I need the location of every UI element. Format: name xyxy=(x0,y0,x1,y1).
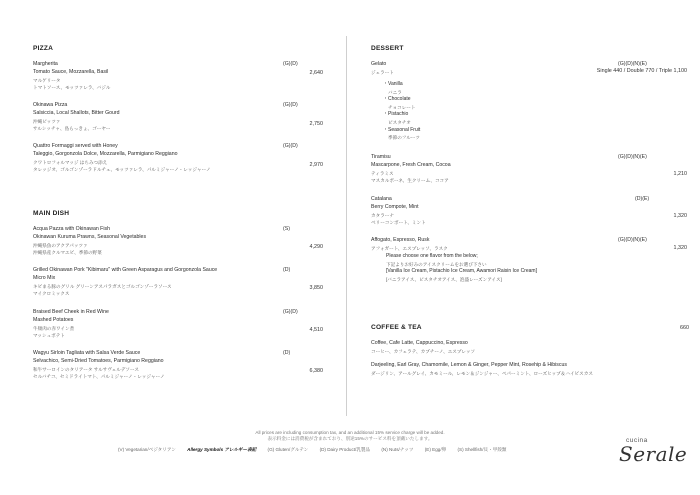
item-name: Darjeeling, Earl Gray, Chamomile, Lemon & Ginger, Pepper Mint, Rosehip & Hibiscus xyxy=(371,362,567,368)
allergy-tag: (G)(D)(N)(E) xyxy=(618,61,647,67)
item-jp-desc: マイクロミックス xyxy=(33,291,70,297)
allergy-tag: (G)(D) xyxy=(283,61,298,67)
item-jp-desc: ベリーコンポート、ミント xyxy=(371,220,426,226)
menu-item-gelato xyxy=(371,61,687,141)
item-name: Tiramisu xyxy=(371,154,391,160)
item-price: 6,380 xyxy=(309,368,323,374)
allergy-tag: (G)(D) xyxy=(283,102,298,108)
item-desc: Salsiccia, Local Shallots, Bitter Gourd xyxy=(33,109,120,116)
legend-egg: (E) Egg/卵 xyxy=(424,447,447,452)
note-line: Please choose one flavor from the below; xyxy=(386,253,478,259)
legend-gluten: (G) Gluten/グルテン xyxy=(267,447,309,452)
item-desc: Selvachico, Semi-Dried Tomatoes, Parmigiano Reggiano xyxy=(33,357,164,364)
item-name: Acqua Pazza with Okinawan Fish xyxy=(33,226,110,232)
item-jp-desc: マッシュポテト xyxy=(33,333,65,339)
item-price: 2,750 xyxy=(309,121,323,127)
tax-notice-jp: 表示料金には消費税が含まれており、別途15%のサービス料を頂戴いたします。 xyxy=(267,436,433,442)
flavor-chocolate-jp: チョコレート xyxy=(388,104,416,110)
item-name: Catalana xyxy=(371,196,392,202)
menu-item-okinawa-pizza xyxy=(33,102,333,133)
item-name: Affogato, Espresso, Rusk xyxy=(371,237,430,243)
allergy-legend xyxy=(118,447,517,453)
footer-notice xyxy=(0,430,700,443)
legend-dairy: (D) Dairy Product/乳製品 xyxy=(319,447,371,452)
flavor-seasonal: ・Seasonal Fruit xyxy=(383,126,421,133)
menu-item-affogato xyxy=(371,237,687,282)
allergy-tag: (G)(D) xyxy=(283,143,298,149)
item-price: 4,510 xyxy=(309,327,323,333)
item-desc: Taleggio, Gorgonzola Dolce, Mozzarella, Parmigiano Reggiano xyxy=(33,150,178,157)
item-jp-desc: マスカルポーネ、生クリーム、ココア xyxy=(371,178,449,184)
item-price: 1,210 xyxy=(673,171,687,177)
item-price: 1,320 xyxy=(673,245,687,251)
item-jp-name: 牛頬肉の赤ワイン煮 xyxy=(33,325,75,331)
allergy-tag: (D) xyxy=(283,350,291,356)
item-jp-desc: 沖縄県産クルマエビ、季節の野菜 xyxy=(33,250,102,256)
item-price: 2,640 xyxy=(309,70,323,76)
item-jp-name: ダージリン、アールグレイ、カモミール、レモン＆ジンジャー、ペパーミント、ローズヒップ＆ハイビスカス xyxy=(371,370,593,376)
menu-item-margherita xyxy=(33,61,333,92)
allergy-tag: (G)(D)(N)(E) xyxy=(618,154,647,160)
menu-item-acqua-pazza xyxy=(33,226,333,257)
item-name: Margherita xyxy=(33,61,58,67)
logo-serale: Serale xyxy=(619,442,688,466)
item-jp-desc: トマトソース、モッツァレラ、バジル xyxy=(33,85,111,91)
allergy-tag: (G)(D) xyxy=(283,309,298,315)
flavor-vanilla: ・Vanilla xyxy=(383,81,403,87)
item-desc: Mashed Potatoes xyxy=(33,316,74,323)
item-desc: Micro Mix xyxy=(33,274,56,281)
main-dish-section-title: MAIN DISH xyxy=(33,210,70,217)
flavor-pistachio-jp: ピスタチオ xyxy=(388,119,411,125)
tax-notice: All prices are including consumption tax, and an additional 15% service charge will be added. xyxy=(255,430,445,435)
item-jp-name: キビまる豚のグリル グリーンアスパラガスとゴルゴンゾーラソース xyxy=(33,283,172,289)
note-line: [Vanilla Ice Cream, Pistachio Ice Cream, Awamori Raisin Ice Cream] xyxy=(386,268,537,275)
menu-item-quattro-formaggi xyxy=(33,143,333,174)
item-price: 1,320 xyxy=(673,213,687,219)
item-price: Single 440 / Double 770 / Triple 1,100 xyxy=(596,68,687,74)
item-jp-name: マルゲリータ xyxy=(33,77,61,83)
flavor-pistachio: ・Pistachio xyxy=(383,111,409,118)
item-jp-desc: タレッジオ、ゴルゴンゾーラドルチェ、モッツァレラ、パルミジャーノ・レッジャーノ xyxy=(33,167,211,173)
item-name: Coffee, Cafe Latte, Cappuccino, Espresso xyxy=(371,340,468,346)
allergy-tag: (D)(E) xyxy=(635,196,650,202)
dessert-section-title: DESSERT xyxy=(371,45,404,52)
item-jp-name: コーヒー、カフェラテ、カプチーノ、エスプレッソ xyxy=(371,348,476,354)
item-jp-name: 和牛サーロインのタリアータ サルサヴェルデソース xyxy=(33,366,139,372)
item-price: 4,290 xyxy=(309,244,323,250)
item-jp-name: クワトロフォルマッジ はちみつ添え xyxy=(33,159,108,165)
gelato-flavor-list xyxy=(383,81,420,142)
menu-item-coffee xyxy=(371,340,671,356)
item-name: Braised Beef Cheek in Red Wine xyxy=(33,309,109,315)
flavor-chocolate: ・Chocolate xyxy=(383,96,411,103)
menu-item-tea xyxy=(371,362,671,378)
menu-item-wagyu xyxy=(33,350,333,381)
column-divider xyxy=(346,36,347,416)
pizza-section-title: PIZZA xyxy=(33,45,54,52)
item-price: 2,970 xyxy=(309,162,323,168)
legend-vegetarian: (V) Vegetarian/ベジタリアン xyxy=(118,447,176,452)
item-jp-name: アフォガート、エスプレッソ、ラスク xyxy=(371,245,448,251)
note-line-jp: 下記よりお好みのアイスクリームをお選び下さい xyxy=(386,261,487,267)
flavor-vanilla-jp: バニラ xyxy=(388,89,402,95)
item-desc: Berry Compote, Mint xyxy=(371,203,419,210)
item-desc: Mascarpone, Fresh Cream, Cocoa xyxy=(371,161,451,168)
item-jp-name: カタラーナ xyxy=(371,212,394,218)
coffee-price: 660 xyxy=(680,325,689,331)
item-jp-name: ティラミス xyxy=(371,170,394,176)
legend-nuts: (N) Nuts/ナッツ xyxy=(381,447,414,452)
note-line-jp: [バニラアイス、ピスタチオアイス、泡盛レーズンアイス] xyxy=(386,276,502,282)
menu-item-catalana xyxy=(371,196,687,227)
logo-cucina: cucina xyxy=(626,437,648,444)
coffee-section-title: COFFEE & TEA xyxy=(371,324,422,331)
menu-item-beef-cheek xyxy=(33,309,333,340)
menu-item-tiramisu xyxy=(371,154,687,185)
item-name: Grilled Okinawan Pork "Kibimaru" with Green Asparagus and Gorgonzola Sauce xyxy=(33,267,218,273)
allergy-tag: (S) xyxy=(283,226,290,232)
flavor-seasonal-jp: 季節のフルーツ xyxy=(388,135,420,141)
item-desc: Okinawan Kuruma Prawns, Seasonal Vegetables xyxy=(33,233,147,240)
item-price: 3,850 xyxy=(309,285,323,291)
item-jp-name: 沖縄ピッツァ xyxy=(33,118,61,124)
legend-title: Allergy Symbols アレルギー表記 xyxy=(187,447,257,452)
item-name: Quattro Formaggi served with Honey xyxy=(33,143,118,149)
legend-shellfish: (S) Shellfish/貝・甲殻類 xyxy=(457,447,507,452)
allergy-tag: (G)(D)(N)(E) xyxy=(618,237,647,243)
affogato-notes xyxy=(386,253,537,284)
item-jp-name: 沖縄県魚のアクアパッツァ xyxy=(33,242,88,248)
item-jp-desc: セルバチコ、セミドライトマト、パルミジャーノ・レッジャーノ xyxy=(33,374,165,380)
item-name: Wagyu Sirloin Tagliata with Salsa Verde Sauce xyxy=(33,350,141,356)
item-name: Okinawa Pizza xyxy=(33,102,68,108)
item-name: Gelato xyxy=(371,61,387,67)
item-jp-name: ジェラート xyxy=(371,69,394,75)
allergy-tag: (D) xyxy=(283,267,291,273)
item-jp-desc: サルシッチャ、島らっきょ、ゴーヤー xyxy=(33,126,111,132)
item-desc: Tomato Sauce, Mozzarella, Basil xyxy=(33,68,109,75)
menu-item-grilled-pork xyxy=(33,267,333,298)
